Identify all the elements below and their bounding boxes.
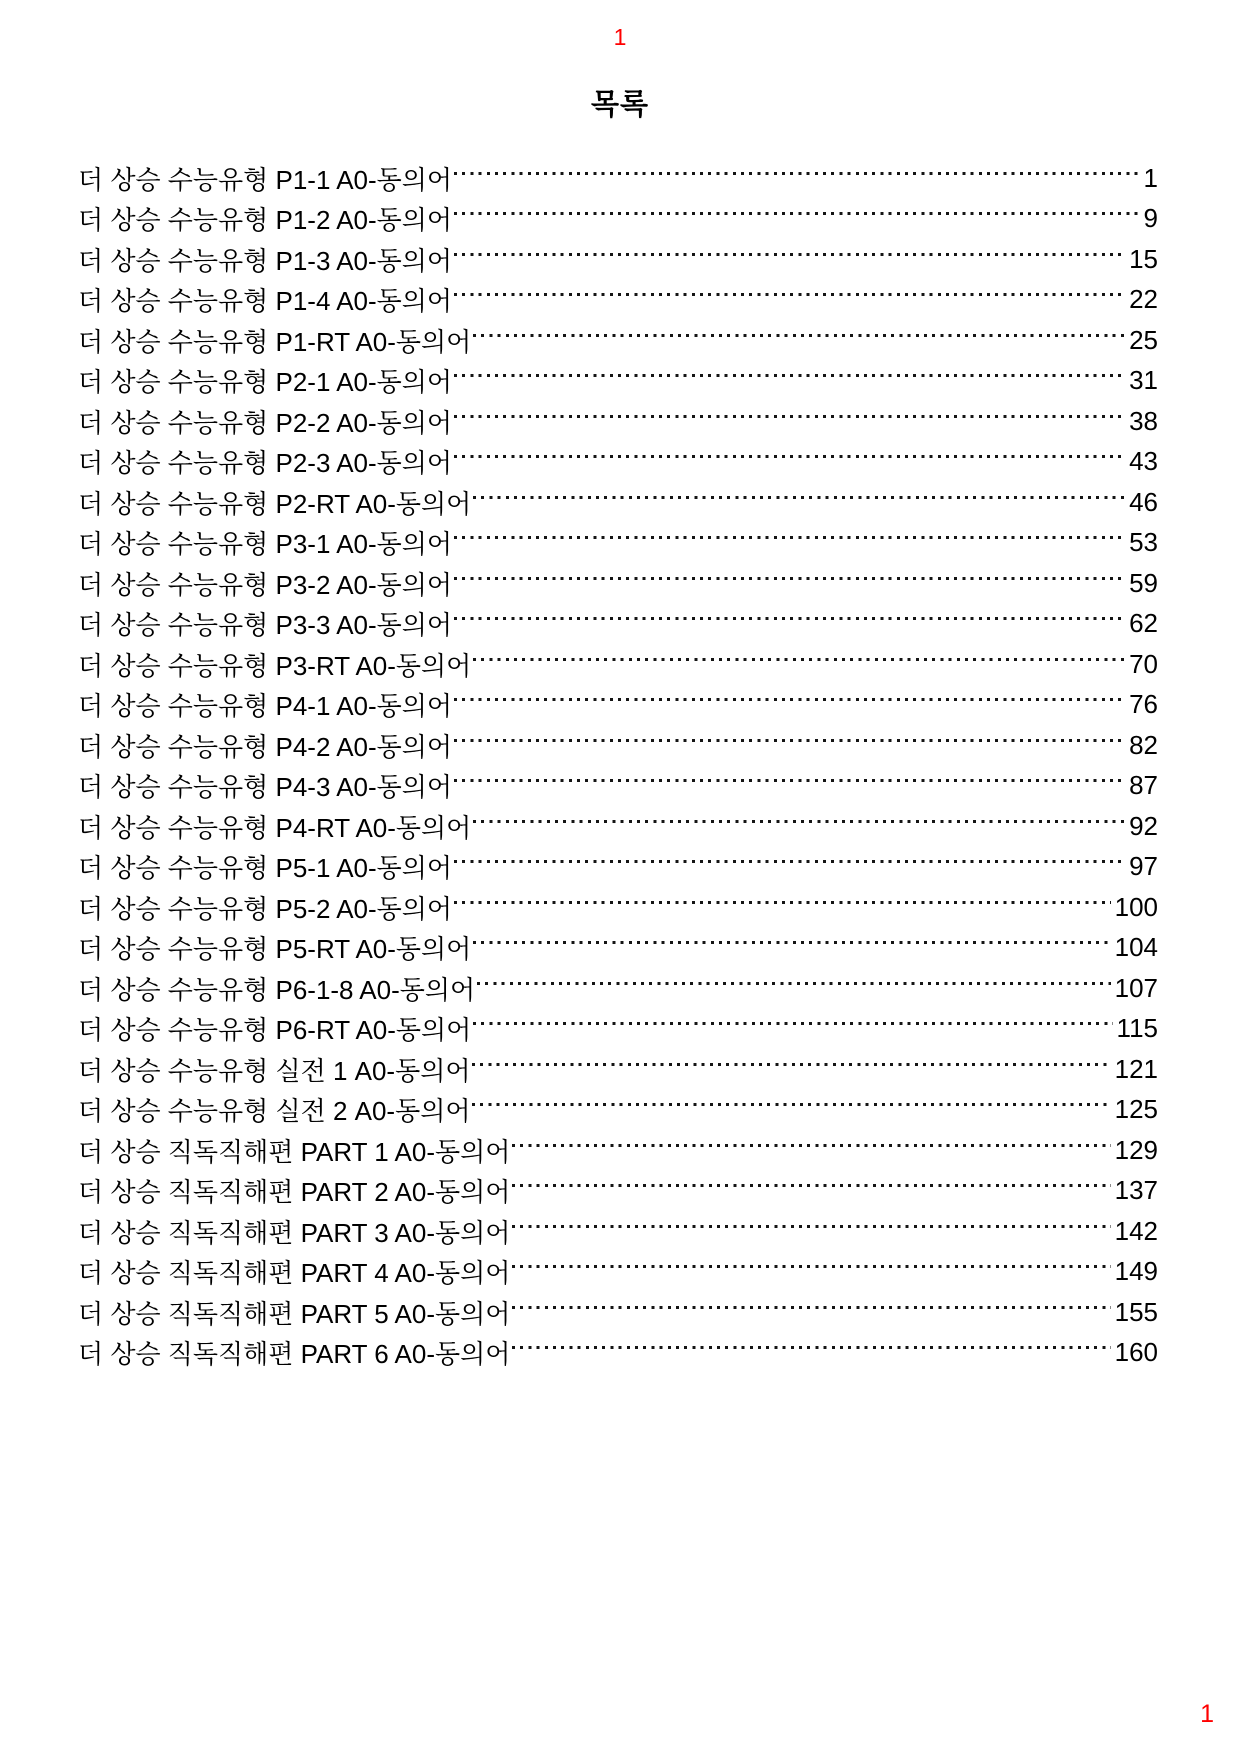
toc-entry-label: 더 상승 수능유형 P2-3 A0-동의어 bbox=[78, 448, 453, 479]
toc-entry-page: 97 bbox=[1129, 851, 1158, 882]
toc-entry bbox=[78, 320, 1158, 361]
toc-entry-label: 더 상승 수능유형 P3-RT A0-동의어 bbox=[78, 650, 472, 681]
toc-entry bbox=[78, 563, 1158, 604]
toc-entry-page: 70 bbox=[1129, 648, 1158, 679]
dot-leader bbox=[454, 779, 1125, 782]
toc-entry bbox=[78, 1130, 1158, 1171]
toc-entry-label: 더 상승 수능유형 P6-1-8 A0-동의어 bbox=[78, 974, 476, 1005]
toc-entry-page: 92 bbox=[1129, 810, 1158, 841]
toc-entry-page: 87 bbox=[1129, 770, 1158, 801]
toc-entry-page: 155 bbox=[1114, 1296, 1158, 1327]
toc-entry bbox=[78, 725, 1158, 766]
toc-entry-page: 129 bbox=[1114, 1134, 1158, 1165]
toc-entry-page: 46 bbox=[1129, 486, 1158, 517]
toc-entry-label: 더 상승 수능유형 P5-RT A0-동의어 bbox=[78, 934, 472, 965]
toc-entry-label: 더 상승 수능유형 P5-2 A0-동의어 bbox=[78, 893, 453, 924]
toc-entry-label: 더 상승 수능유형 P1-1 A0-동의어 bbox=[78, 164, 453, 195]
toc-entry-label: 더 상승 직독직해편 PART 3 A0-동의어 bbox=[78, 1217, 511, 1248]
toc-entry-label: 더 상승 직독직해편 PART 1 A0-동의어 bbox=[78, 1136, 511, 1167]
dot-leader bbox=[454, 415, 1125, 418]
dot-leader bbox=[473, 658, 1125, 661]
toc-entry-label: 더 상승 수능유형 P3-3 A0-동의어 bbox=[78, 610, 453, 641]
toc-entry-page: 125 bbox=[1114, 1094, 1158, 1125]
toc-entry bbox=[78, 1211, 1158, 1252]
toc-entry-label: 더 상승 수능유형 P2-1 A0-동의어 bbox=[78, 367, 453, 398]
toc-entry-label: 더 상승 수능유형 P2-RT A0-동의어 bbox=[78, 488, 472, 519]
toc-entry bbox=[78, 1252, 1158, 1293]
dot-leader bbox=[512, 1144, 1110, 1147]
toc-entry-page: 76 bbox=[1129, 689, 1158, 720]
dot-leader bbox=[512, 1306, 1110, 1309]
dot-leader bbox=[477, 982, 1110, 985]
page-number-bottom: 1 bbox=[1200, 1700, 1214, 1728]
toc-entry bbox=[78, 847, 1158, 888]
dot-leader bbox=[454, 577, 1125, 580]
table-of-contents bbox=[78, 158, 1158, 1373]
dot-leader bbox=[473, 1022, 1112, 1025]
toc-entry bbox=[78, 1009, 1158, 1050]
toc-entry-label: 더 상승 수능유형 P4-2 A0-동의어 bbox=[78, 731, 453, 762]
toc-entry bbox=[78, 968, 1158, 1009]
toc-entry-page: 1 bbox=[1143, 162, 1158, 193]
toc-entry-page: 25 bbox=[1129, 324, 1158, 355]
dot-leader bbox=[512, 1184, 1110, 1187]
toc-entry-page: 82 bbox=[1129, 729, 1158, 760]
toc-entry-label: 더 상승 수능유형 P1-2 A0-동의어 bbox=[78, 205, 453, 236]
toc-entry bbox=[78, 158, 1158, 199]
toc-entry-label: 더 상승 수능유형 실전 2 A0-동의어 bbox=[78, 1096, 471, 1127]
dot-leader bbox=[454, 901, 1111, 904]
dot-leader bbox=[454, 253, 1125, 256]
toc-entry-label: 더 상승 수능유형 P3-1 A0-동의어 bbox=[78, 529, 453, 560]
toc-entry bbox=[78, 806, 1158, 847]
toc-entry-page: 121 bbox=[1114, 1053, 1158, 1084]
toc-entry-label: 더 상승 수능유형 P6-RT A0-동의어 bbox=[78, 1015, 472, 1046]
toc-entry bbox=[78, 401, 1158, 442]
toc-entry-page: 15 bbox=[1129, 243, 1158, 274]
toc-entry bbox=[78, 1171, 1158, 1212]
dot-leader bbox=[512, 1265, 1110, 1268]
toc-entry-page: 104 bbox=[1114, 932, 1158, 963]
toc-entry bbox=[78, 482, 1158, 523]
dot-leader bbox=[512, 1225, 1110, 1228]
dot-leader bbox=[472, 1103, 1110, 1106]
dot-leader bbox=[454, 698, 1125, 701]
toc-entry-label: 더 상승 수능유형 P1-RT A0-동의어 bbox=[78, 326, 472, 357]
toc-entry-page: 43 bbox=[1129, 446, 1158, 477]
toc-entry bbox=[78, 766, 1158, 807]
toc-entry-label: 더 상승 수능유형 P5-1 A0-동의어 bbox=[78, 853, 453, 884]
toc-entry-label: 더 상승 직독직해편 PART 4 A0-동의어 bbox=[78, 1258, 511, 1289]
dot-leader bbox=[454, 172, 1140, 175]
toc-entry-page: 62 bbox=[1129, 608, 1158, 639]
toc-entry bbox=[78, 928, 1158, 969]
dot-leader bbox=[454, 739, 1125, 742]
dot-leader bbox=[473, 941, 1110, 944]
toc-entry bbox=[78, 239, 1158, 280]
dot-leader bbox=[473, 496, 1125, 499]
toc-entry-page: 59 bbox=[1129, 567, 1158, 598]
dot-leader bbox=[473, 820, 1125, 823]
toc-entry-label: 더 상승 직독직해편 PART 5 A0-동의어 bbox=[78, 1298, 511, 1329]
toc-entry-page: 115 bbox=[1116, 1013, 1158, 1044]
toc-entry-label: 더 상승 직독직해편 PART 2 A0-동의어 bbox=[78, 1177, 511, 1208]
toc-entry-page: 53 bbox=[1129, 527, 1158, 558]
toc-entry bbox=[78, 1292, 1158, 1333]
dot-leader bbox=[472, 1063, 1110, 1066]
dot-leader bbox=[454, 536, 1125, 539]
toc-entry bbox=[78, 1090, 1158, 1131]
toc-entry-page: 9 bbox=[1143, 203, 1158, 234]
toc-entry bbox=[78, 887, 1158, 928]
toc-entry bbox=[78, 604, 1158, 645]
toc-entry bbox=[78, 1049, 1158, 1090]
toc-entry-label: 더 상승 수능유형 실전 1 A0-동의어 bbox=[78, 1055, 471, 1086]
toc-entry-page: 149 bbox=[1114, 1256, 1158, 1287]
toc-entry bbox=[78, 280, 1158, 321]
page-number-top: 1 bbox=[613, 24, 627, 50]
toc-entry-label: 더 상승 수능유형 P4-RT A0-동의어 bbox=[78, 812, 472, 843]
toc-entry-label: 더 상승 수능유형 P3-2 A0-동의어 bbox=[78, 569, 453, 600]
toc-entry-label: 더 상승 수능유형 P4-3 A0-동의어 bbox=[78, 772, 453, 803]
dot-leader bbox=[454, 374, 1125, 377]
toc-entry-page: 107 bbox=[1114, 972, 1158, 1003]
dot-leader bbox=[473, 334, 1125, 337]
toc-entry-label: 더 상승 수능유형 P4-1 A0-동의어 bbox=[78, 691, 453, 722]
dot-leader bbox=[512, 1346, 1110, 1349]
dot-leader bbox=[454, 293, 1125, 296]
toc-entry-label: 더 상승 직독직해편 PART 6 A0-동의어 bbox=[78, 1339, 511, 1370]
toc-entry bbox=[78, 361, 1158, 402]
dot-leader bbox=[454, 455, 1125, 458]
toc-entry bbox=[78, 523, 1158, 564]
toc-entry bbox=[78, 644, 1158, 685]
toc-entry bbox=[78, 199, 1158, 240]
toc-entry-page: 31 bbox=[1129, 365, 1158, 396]
toc-entry-label: 더 상승 수능유형 P2-2 A0-동의어 bbox=[78, 407, 453, 438]
toc-entry-page: 137 bbox=[1114, 1175, 1158, 1206]
toc-entry-page: 100 bbox=[1114, 891, 1158, 922]
toc-entry-page: 38 bbox=[1129, 405, 1158, 436]
toc-entry-label: 더 상승 수능유형 P1-3 A0-동의어 bbox=[78, 245, 453, 276]
toc-entry-page: 142 bbox=[1114, 1215, 1158, 1246]
dot-leader bbox=[454, 860, 1125, 863]
dot-leader bbox=[454, 617, 1125, 620]
toc-entry-page: 22 bbox=[1129, 284, 1158, 315]
toc-entry bbox=[78, 1333, 1158, 1374]
toc-entry bbox=[78, 685, 1158, 726]
toc-entry bbox=[78, 442, 1158, 483]
toc-entry-label: 더 상승 수능유형 P1-4 A0-동의어 bbox=[78, 286, 453, 317]
page-title: 목록 bbox=[590, 89, 650, 121]
toc-entry-page: 160 bbox=[1114, 1337, 1158, 1368]
dot-leader bbox=[454, 212, 1140, 215]
